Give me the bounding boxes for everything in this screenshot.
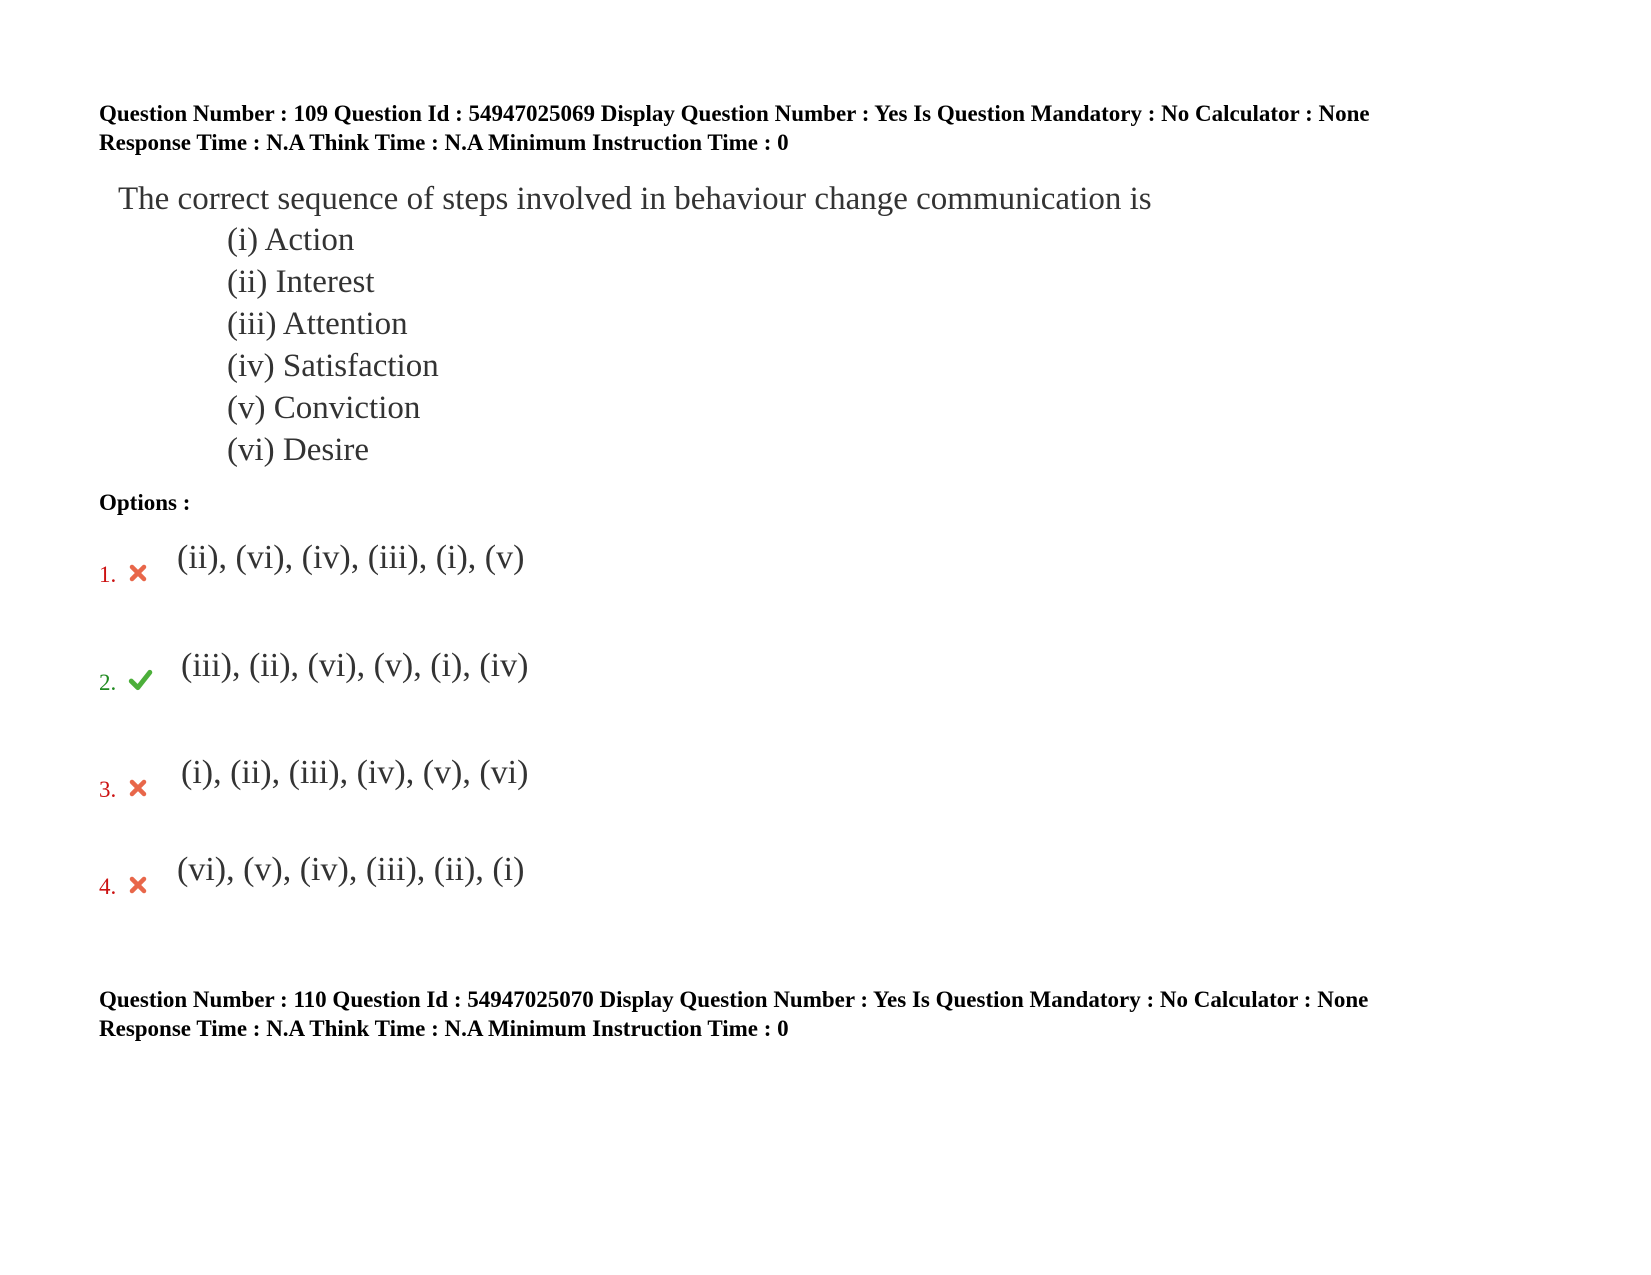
step-item: (i) Action bbox=[227, 222, 355, 258]
cross-icon bbox=[127, 562, 149, 584]
question-110-meta-line-2: Response Time : N.A Think Time : N.A Minimum Instruction Time : 0 bbox=[99, 1016, 789, 1041]
question-109-stem: The correct sequence of steps involved in behaviour change communication is bbox=[118, 181, 1152, 217]
cross-icon bbox=[127, 777, 149, 799]
question-110-metadata bbox=[99, 985, 1368, 1043]
option-3-number: 3. bbox=[99, 777, 117, 802]
option-3-text: (i), (ii), (iii), (iv), (v), (vi) bbox=[181, 754, 529, 791]
question-110-meta-line-1: Question Number : 110 Question Id : 54947025070 Display Question Number : Yes Is Question Mandatory : No Calculator : None bbox=[99, 987, 1369, 1012]
step-item: (v) Conviction bbox=[227, 390, 421, 426]
option-2-number: 2. bbox=[99, 670, 117, 695]
option-1-text: (ii), (vi), (iv), (iii), (i), (v) bbox=[177, 539, 525, 576]
option-4-text: (vi), (v), (iv), (iii), (ii), (i) bbox=[177, 851, 525, 888]
option-2 bbox=[99, 636, 699, 696]
step-item: (iv) Satisfaction bbox=[227, 348, 439, 384]
option-4 bbox=[99, 840, 699, 900]
question-109-meta-line-2: Response Time : N.A Think Time : N.A Minimum Instruction Time : 0 bbox=[99, 130, 789, 155]
question-109-steps-list bbox=[227, 219, 439, 471]
option-3 bbox=[99, 743, 699, 803]
cross-icon bbox=[127, 874, 149, 896]
question-109-meta-line-1: Question Number : 109 Question Id : 54947025069 Display Question Number : Yes Is Question Mandatory : No Calculator : None bbox=[99, 101, 1370, 126]
question-109-metadata bbox=[99, 99, 1370, 157]
option-2-text: (iii), (ii), (vi), (v), (i), (iv) bbox=[181, 647, 529, 684]
options-label: Options : bbox=[99, 490, 191, 515]
check-icon bbox=[127, 668, 153, 692]
option-1-number: 1. bbox=[99, 562, 117, 587]
step-item: (ii) Interest bbox=[227, 264, 375, 300]
option-4-number: 4. bbox=[99, 874, 117, 899]
option-1 bbox=[99, 528, 699, 588]
step-item: (iii) Attention bbox=[227, 306, 408, 342]
step-item: (vi) Desire bbox=[227, 432, 370, 468]
